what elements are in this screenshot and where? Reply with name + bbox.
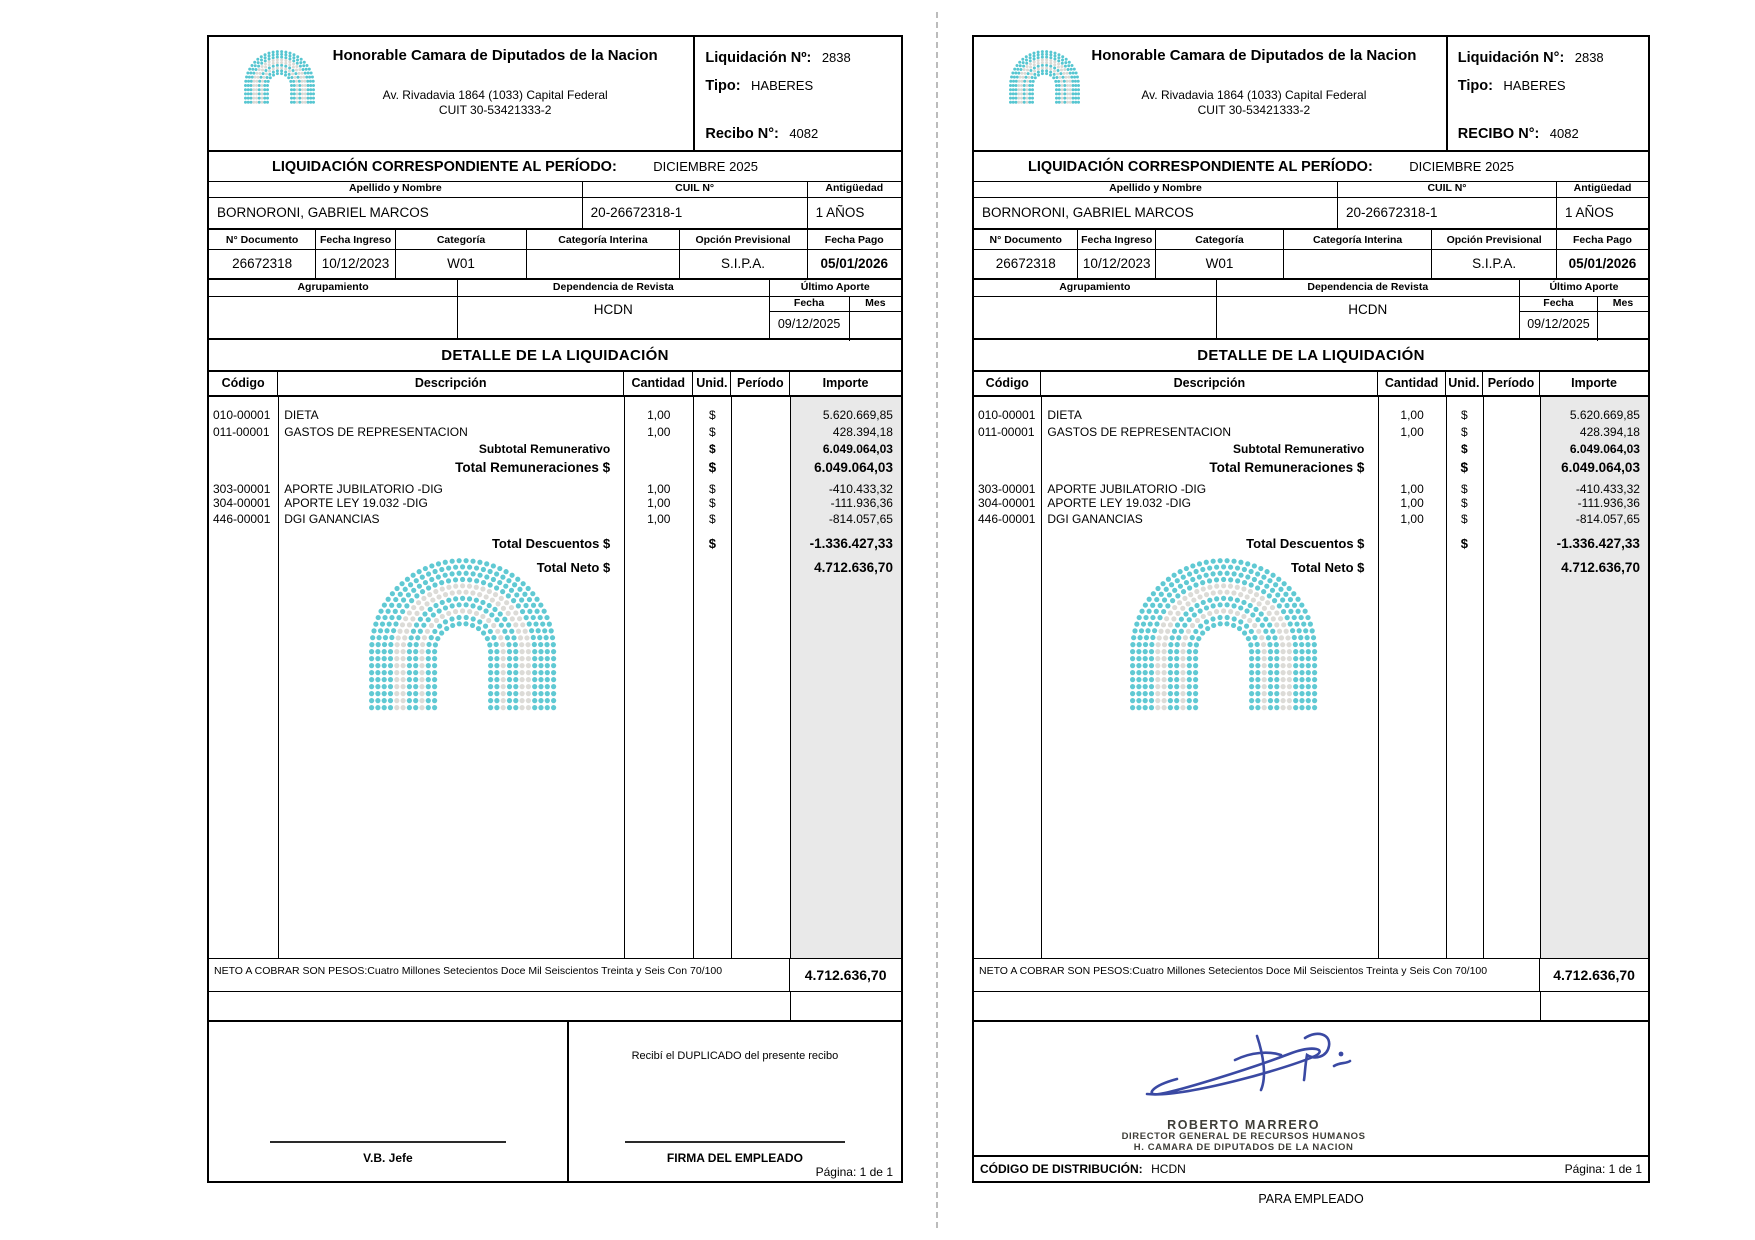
dependencia-header: Dependencia de Revista [458, 280, 768, 297]
cell-unid: $ [709, 482, 716, 496]
period-bar [209, 152, 901, 182]
detalle-title: DETALLE DE LA LIQUIDACIÓN [209, 340, 901, 372]
recibo-label: Recibo N°: [705, 126, 779, 142]
cell-unid: $ [1460, 408, 1468, 422]
cell-codigo [974, 461, 1041, 475]
ultimo-aporte-header: Último Aporte [770, 280, 901, 297]
org-name: Honorable Camara de Diputados de la Nacion [332, 47, 658, 64]
org-name: Honorable Camara de Diputados de la Nacion [1091, 47, 1417, 64]
detail-table-body [974, 397, 1648, 959]
cell-codigo: 303-00001 [978, 482, 1036, 496]
cell-cantidad: 1,00 [1400, 408, 1424, 422]
cell-importe: -814.057,65 [828, 512, 893, 526]
employee-opcion-previsional: S.I.P.A. [680, 250, 808, 278]
column-grid-line [790, 992, 791, 1020]
liquidacion-label: Liquidación N°: [1457, 50, 1565, 66]
recibi-duplicado-text: Recibí el DUPLICADO del presente recibo [631, 1050, 839, 1062]
ultimo-aporte-fecha: 09/12/2025 [1520, 312, 1598, 341]
documento-header: N° Documento [209, 230, 316, 249]
col-periodo: Período [731, 372, 790, 395]
col-descripcion: Descripción [1041, 372, 1378, 395]
ultimo-aporte-mes [850, 312, 901, 341]
cell-cantidad: 1,00 [647, 482, 671, 496]
receipt-footer [209, 1022, 901, 1181]
categoria-header: Categoría [396, 230, 527, 249]
detail-row [209, 425, 901, 439]
col-cantidad: Cantidad [1378, 372, 1445, 395]
cell-unid: $ [708, 536, 717, 551]
footer-firmado [974, 1022, 1648, 1181]
cell-periodo [731, 482, 790, 496]
fecha-ingreso-header: Fecha Ingreso [316, 230, 396, 249]
org-block [309, 47, 681, 119]
detail-row [209, 408, 901, 422]
antiguedad-header: Antigüedad [825, 182, 884, 194]
empty-row [974, 992, 1648, 1022]
cuil-header: CUIL N° [1338, 182, 1557, 197]
handwritten-signature [1129, 1024, 1359, 1116]
cell-unid: $ [709, 512, 716, 526]
cell-unid: $ [1460, 460, 1469, 475]
receipt-footer [974, 1022, 1648, 1181]
cell-periodo [731, 561, 790, 575]
firma-empleado-label: FIRMA DEL EMPLEADO [666, 1151, 803, 1165]
recibo-label: RECIBO N°: [1457, 126, 1540, 142]
detail-row [974, 496, 1648, 510]
cell-cantidad: 1,00 [647, 496, 671, 510]
employee-name-header-row [974, 182, 1648, 198]
cell-codigo: 011-00001 [978, 425, 1035, 439]
subtotal-row [209, 442, 901, 456]
employee-name: BORNORONI, GABRIEL MARCOS [209, 198, 583, 228]
cell-descripcion: DGI GANANCIAS [1047, 512, 1143, 526]
cell-codigo: 446-00001 [213, 512, 271, 526]
col-codigo: Código [209, 372, 278, 395]
mes-header: Mes [865, 297, 886, 309]
cell-codigo: 303-00001 [213, 482, 271, 496]
cell-periodo [1483, 442, 1540, 456]
col-importe: Importe [822, 376, 869, 390]
col-unid: Unid. [1446, 372, 1483, 395]
period-value: DICIEMBRE 2025 [1409, 159, 1515, 174]
cell-codigo [974, 537, 1041, 551]
antiguedad-header: Antigüedad [1573, 182, 1632, 194]
dependencia-header: Dependencia de Revista [1217, 280, 1519, 297]
apellido-header: Apellido y Nombre [209, 182, 583, 197]
document-header-row [974, 230, 1648, 250]
hcdn-logo-icon [243, 49, 316, 111]
org-cuit: CUIT 30-53421333-2 [438, 103, 552, 118]
apellido-header: Apellido y Nombre [974, 182, 1338, 197]
tipo-label: Tipo: [705, 78, 741, 94]
cell-unid: $ [709, 425, 716, 439]
col-periodo: Período [1483, 372, 1540, 395]
cell-cantidad: 1,00 [647, 408, 671, 422]
total-remuneraciones-row [209, 461, 901, 475]
liquidacion-number: 2838 [821, 50, 851, 65]
cell-cantidad: 1,00 [1400, 496, 1424, 510]
empty-row [209, 992, 901, 1022]
cell-importe: 6.049.064,03 [1561, 460, 1640, 475]
cell-periodo [1483, 482, 1540, 496]
period-label: LIQUIDACIÓN CORRESPONDIENTE AL PERÍODO: [1027, 159, 1373, 175]
employee-categoria: W01 [396, 250, 527, 278]
cell-importe: -410.433,32 [1575, 482, 1640, 496]
receipt-header [974, 37, 1648, 152]
employee-fecha-pago: 05/01/2026 [820, 256, 889, 271]
col-cantidad: Cantidad [624, 372, 693, 395]
detail-row [974, 408, 1648, 422]
cell-codigo [974, 442, 1041, 456]
document-value-row [209, 250, 901, 280]
total-descuentos-row [974, 537, 1648, 551]
neto-a-cobrar-row [974, 959, 1648, 992]
agrupamiento-header: Agrupamiento [974, 280, 1216, 297]
agrupamiento-header: Agrupamiento [209, 280, 457, 297]
cell-unid: $ [1460, 425, 1468, 439]
col-unid: Unid. [693, 372, 731, 395]
opcion-previsional-header: Opción Previsional [1432, 230, 1557, 249]
cell-importe: 4.712.636,70 [1561, 560, 1640, 575]
cell-descripcion: Total Descuentos $ [1246, 536, 1365, 551]
cell-periodo [1483, 461, 1540, 475]
employee-documento: 26672318 [974, 250, 1078, 278]
cell-cantidad: 1,00 [1400, 425, 1424, 439]
employee-antiguedad: 1 AÑOS [1565, 205, 1614, 220]
cell-periodo [731, 425, 790, 439]
employee-categoria-interina [527, 250, 679, 278]
column-grid-line [1540, 992, 1541, 1020]
document-header-row [209, 230, 901, 250]
employee-fecha-ingreso: 10/12/2023 [316, 250, 396, 278]
cell-descripcion: DIETA [284, 408, 319, 422]
employee-categoria: W01 [1156, 250, 1284, 278]
signer-block [1014, 1118, 1472, 1154]
cell-codigo: 304-00001 [213, 496, 271, 510]
cell-periodo [731, 461, 790, 475]
cell-importe: 428.394,18 [1579, 425, 1640, 439]
detail-column-headers [974, 372, 1648, 397]
detail-row [209, 512, 901, 526]
hcdn-watermark-logo [368, 557, 557, 718]
tipo-value: HABERES [1503, 78, 1566, 93]
cell-unid: $ [709, 496, 716, 510]
cell-descripcion: APORTE LEY 19.032 -DIG [1047, 496, 1192, 510]
employee-opcion-previsional: S.I.P.A. [1432, 250, 1557, 278]
cell-codigo: 446-00001 [978, 512, 1036, 526]
cell-periodo [1483, 408, 1540, 422]
employee-fecha-pago: 05/01/2026 [1568, 256, 1637, 271]
cell-cantidad [624, 442, 693, 456]
cell-unid: $ [1460, 536, 1468, 551]
hcdn-watermark-logo [1129, 557, 1318, 718]
cell-cantidad: 1,00 [1400, 482, 1424, 496]
employee-name-value-row [974, 198, 1648, 230]
cell-periodo [1483, 512, 1540, 526]
employee-name: BORNORONI, GABRIEL MARCOS [974, 198, 1338, 228]
page-number: Página: 1 de 1 [1564, 1162, 1642, 1176]
total-descuentos-row [209, 537, 901, 551]
cell-unid: $ [709, 442, 716, 456]
cell-importe: 5.620.669,85 [822, 408, 893, 422]
detail-row [209, 482, 901, 496]
employee-agrupamiento [974, 297, 1216, 302]
tipo-value: HABERES [751, 78, 814, 93]
cell-descripcion: APORTE LEY 19.032 -DIG [284, 496, 428, 510]
detail-table-body [209, 397, 901, 959]
cell-importe: -1.336.427,33 [1556, 536, 1640, 551]
cell-importe: -111.936,36 [1577, 496, 1640, 510]
fecha-ingreso-header: Fecha Ingreso [1078, 230, 1156, 249]
fecha-header: Fecha [1520, 297, 1598, 311]
neto-en-letras: NETO A COBRAR SON PESOS:Cuatro Millones Setecientos Doce Mil Seiscientos Treinta y Seis Con 70/100 [974, 959, 1540, 991]
neto-en-letras: NETO A COBRAR SON PESOS:Cuatro Millones Setecientos Doce Mil Seiscientos Treinta y Seis Con 70/100 [209, 959, 790, 991]
cell-unid: $ [1460, 512, 1468, 526]
receipt-meta [1446, 37, 1648, 150]
opcion-previsional-header: Opción Previsional [680, 230, 808, 249]
cell-importe: 6.049.064,03 [1569, 442, 1640, 456]
cell-unid: $ [1460, 442, 1468, 456]
cell-importe: -814.057,65 [1575, 512, 1640, 526]
employee-name-header-row [209, 182, 901, 198]
hcdn-logo-icon [1008, 49, 1081, 111]
agrupamiento-row [974, 280, 1648, 340]
recibo-number: 4082 [1549, 126, 1579, 141]
col-codigo: Código [974, 372, 1041, 395]
cell-codigo: 304-00001 [978, 496, 1036, 510]
cell-descripcion: Total Remuneraciones $ [455, 460, 611, 475]
cell-descripcion: Subtotal Remunerativo [1233, 442, 1365, 456]
cell-periodo [1483, 496, 1540, 510]
cell-importe: 428.394,18 [832, 425, 893, 439]
cell-codigo: 011-00001 [213, 425, 270, 439]
cell-codigo [209, 461, 278, 475]
cell-codigo [974, 561, 1041, 575]
page-number: Página: 1 de 1 [815, 1165, 893, 1179]
total-remuneraciones-row [974, 461, 1648, 475]
signer-title: H. CAMARA DE DIPUTADOS DE LA NACION [1133, 1141, 1354, 1153]
employee-cuil: 20-26672318-1 [1338, 198, 1557, 228]
liquidacion-label: Liquidación Nº: [705, 50, 812, 66]
neto-amount: 4.712.636,70 [1553, 967, 1635, 983]
cell-codigo: 010-00001 [978, 408, 1036, 422]
document-value-row [974, 250, 1648, 280]
cell-periodo [731, 512, 790, 526]
fecha-header: Fecha [770, 297, 850, 311]
page-divider [936, 12, 938, 1228]
cell-periodo [1483, 425, 1540, 439]
col-importe: Importe [1571, 376, 1617, 390]
neto-a-cobrar-row [209, 959, 901, 992]
codigo-distribucion-row [974, 1155, 1648, 1181]
ultimo-aporte-header: Último Aporte [1520, 280, 1648, 297]
employee-agrupamiento [209, 297, 457, 302]
categoria-header: Categoría [1156, 230, 1284, 249]
categoria-interina-header: Categoría Interina [1284, 230, 1432, 249]
receipt-meta [693, 37, 901, 150]
ultimo-aporte-mes [1598, 312, 1648, 341]
org-address: Av. Rivadavia 1864 (1033) Capital Federal [1141, 87, 1367, 102]
neto-amount: 4.712.636,70 [804, 967, 887, 983]
cell-periodo [731, 408, 790, 422]
period-value: DICIEMBRE 2025 [653, 159, 759, 174]
org-block [1074, 47, 1434, 119]
cell-descripcion: APORTE JUBILATORIO -DIG [284, 482, 443, 496]
cell-cantidad [1378, 442, 1445, 456]
cell-cantidad [1378, 561, 1445, 575]
employee-cuil: 20-26672318-1 [583, 198, 808, 228]
cell-descripcion: GASTOS DE REPRESENTACION [1047, 425, 1231, 439]
cell-descripcion: Total Descuentos $ [491, 536, 611, 551]
codigo-distribucion-value: HCDN [1151, 1162, 1186, 1176]
cell-codigo [209, 561, 278, 575]
detail-row [974, 482, 1648, 496]
cell-periodo [1483, 561, 1540, 575]
vb-jefe-label: V.B. Jefe [363, 1151, 413, 1165]
cell-unid [693, 561, 731, 575]
footer-duplicado [209, 1022, 901, 1181]
cell-cantidad: 1,00 [647, 425, 671, 439]
cell-periodo [731, 537, 790, 551]
cell-importe: 6.049.064,03 [814, 460, 893, 475]
documento-header: N° Documento [974, 230, 1078, 249]
cell-descripcion: GASTOS DE REPRESENTACION [284, 425, 468, 439]
subtotal-row [974, 442, 1648, 456]
cuil-header: CUIL N° [583, 182, 808, 197]
cell-importe: -1.336.427,33 [809, 536, 893, 551]
cell-codigo [209, 442, 278, 456]
signer-name: ROBERTO MARRERO [1167, 1118, 1321, 1132]
cell-descripcion: Total Remuneraciones $ [1209, 460, 1365, 475]
signer-title: DIRECTOR GENERAL DE RECURSOS HUMANOS [1121, 1131, 1366, 1142]
categoria-interina-header: Categoría Interina [527, 230, 679, 249]
detail-row [974, 425, 1648, 439]
cell-unid: $ [1460, 496, 1468, 510]
period-bar [974, 152, 1648, 182]
cell-codigo [209, 537, 278, 551]
cell-codigo: 010-00001 [213, 408, 271, 422]
cell-descripcion: DIETA [1047, 408, 1082, 422]
detail-row [209, 496, 901, 510]
signature-line [270, 1141, 506, 1143]
cell-importe: 5.620.669,85 [1569, 408, 1640, 422]
total-neto-row [209, 561, 901, 575]
cell-importe: -111.936,36 [830, 496, 893, 510]
cell-cantidad [624, 537, 693, 551]
employee-documento: 26672318 [209, 250, 316, 278]
cell-cantidad [624, 461, 693, 475]
recibo-number: 4082 [789, 126, 819, 141]
detalle-title: DETALLE DE LA LIQUIDACIÓN [974, 340, 1648, 372]
cell-descripcion: Subtotal Remunerativo [478, 442, 611, 456]
tipo-label: Tipo: [1457, 78, 1493, 94]
cell-descripcion: APORTE JUBILATORIO -DIG [1047, 482, 1207, 496]
org-cuit: CUIT 30-53421333-2 [1197, 103, 1311, 118]
cell-unid [1446, 561, 1483, 575]
cell-importe: 6.049.064,03 [822, 442, 893, 456]
employee-name-value-row [209, 198, 901, 230]
receipt-header [209, 37, 901, 152]
detail-column-headers [209, 372, 901, 397]
col-descripcion: Descripción [278, 372, 624, 395]
para-empleado-label: PARA EMPLEADO [1258, 1192, 1364, 1206]
org-address: Av. Rivadavia 1864 (1033) Capital Federal [382, 87, 608, 102]
cell-unid: $ [708, 460, 717, 475]
signature-line [625, 1141, 844, 1143]
employee-dependencia: HCDN [593, 302, 633, 317]
cell-periodo [1483, 537, 1540, 551]
cell-unid: $ [1460, 482, 1468, 496]
cell-importe: -410.433,32 [828, 482, 893, 496]
cell-periodo [731, 442, 790, 456]
codigo-distribucion-label: CÓDIGO DE DISTRIBUCIÓN: [980, 1162, 1143, 1176]
payslip-copy [207, 35, 903, 1183]
payslip-copy [972, 35, 1650, 1183]
fecha-pago-header: Fecha Pago [1572, 234, 1632, 246]
cell-descripcion: Total Neto $ [536, 560, 611, 575]
cell-cantidad [1378, 537, 1445, 551]
ultimo-aporte-fecha: 09/12/2025 [770, 312, 850, 341]
cell-unid: $ [709, 408, 716, 422]
mes-header: Mes [1612, 297, 1634, 309]
cell-cantidad [1378, 461, 1445, 475]
cell-cantidad [624, 561, 693, 575]
employee-fecha-ingreso: 10/12/2023 [1078, 250, 1156, 278]
cell-cantidad: 1,00 [647, 512, 671, 526]
period-label: LIQUIDACIÓN CORRESPONDIENTE AL PERÍODO: [271, 159, 617, 175]
agrupamiento-row [209, 280, 901, 340]
total-neto-row [974, 561, 1648, 575]
detail-row [974, 512, 1648, 526]
cell-descripcion: DGI GANANCIAS [284, 512, 380, 526]
cell-importe: 4.712.636,70 [814, 560, 893, 575]
employee-dependencia: HCDN [1348, 302, 1388, 317]
employee-antiguedad: 1 AÑOS [815, 205, 865, 220]
liquidacion-number: 2838 [1574, 50, 1604, 65]
cell-periodo [731, 496, 790, 510]
fecha-pago-header: Fecha Pago [824, 234, 884, 246]
cell-descripcion: Total Neto $ [1290, 560, 1365, 575]
cell-cantidad: 1,00 [1400, 512, 1424, 526]
employee-categoria-interina [1284, 250, 1432, 278]
